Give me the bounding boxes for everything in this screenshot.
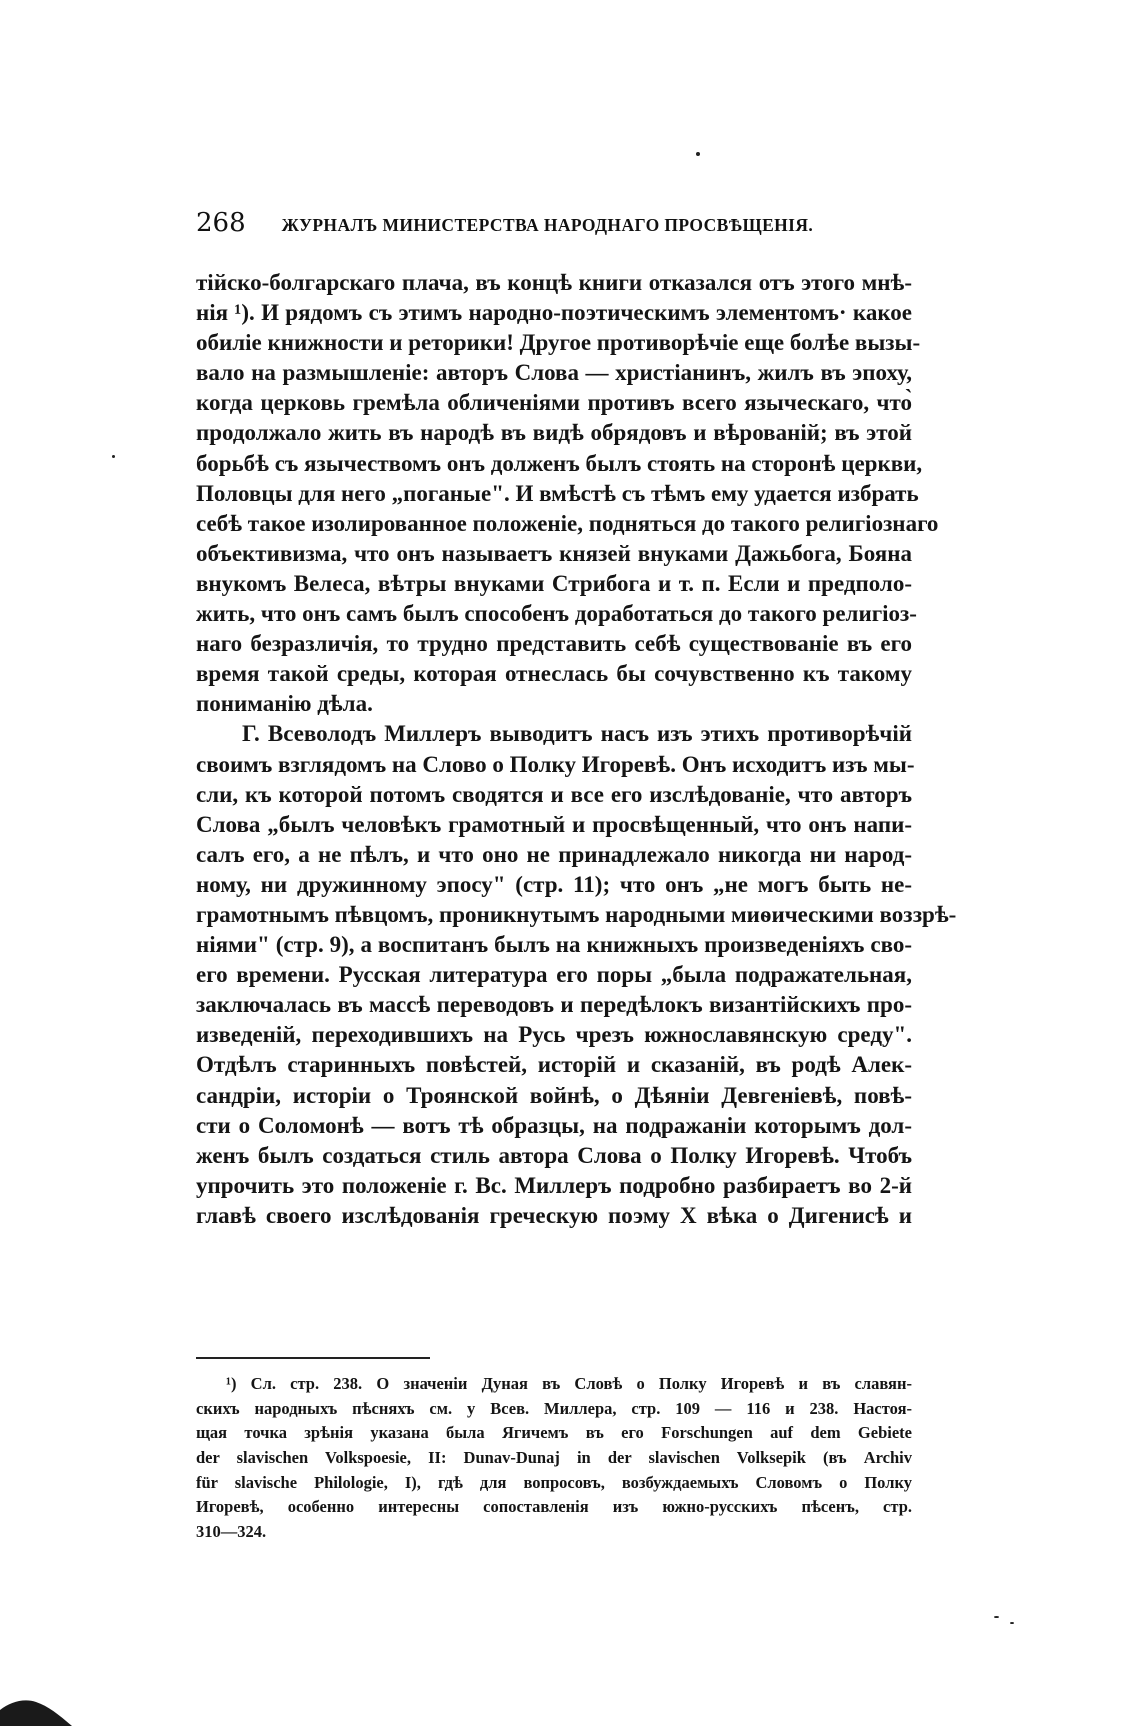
text-line: Половцы для него „поганые". И вмѣстѣ съ тѣмъ ему удается избрать bbox=[196, 480, 919, 506]
print-speck bbox=[696, 152, 700, 156]
text-line: ніями" (стр. 9), а воспитанъ былъ на книжныхъ произведеніяхъ сво- bbox=[196, 932, 912, 958]
footnote-line: der slavischen Volkspoesie, II: Dunav-Dunaj in der slavischen Volksepik (въ Archiv bbox=[196, 1448, 912, 1468]
main-text bbox=[196, 268, 957, 1231]
text-line: салъ его, а не пѣлъ, и что оно не принадлежало никогда ни народ- bbox=[196, 841, 912, 867]
scan-smudge bbox=[0, 1680, 72, 1726]
text-line: наго безразличія, то трудно представить себѣ существованіе въ его bbox=[196, 631, 912, 657]
text-line: вало на размышленіе: авторъ Слова — христіанинъ, жилъ въ эпоху, bbox=[196, 360, 912, 386]
footnote-line: ¹) Сл. стр. 238. О значеніи Дуная въ Словѣ о Полку Игоревѣ и въ славян- bbox=[226, 1374, 912, 1393]
text-line: сти о Соломонѣ — вотъ тѣ образцы, на подражаніи которымъ дол- bbox=[196, 1112, 912, 1138]
print-speck bbox=[1010, 1622, 1014, 1624]
text-line: изведеній, переходившихъ на Русь чрезъ южнославянскую среду". bbox=[196, 1022, 912, 1048]
text-line: сандріи, исторіи о Троянской войнѣ, о Дѣяніи Девгеніевѣ, повѣ- bbox=[196, 1082, 912, 1108]
text-line: борьбѣ съ язычествомъ онъ долженъ былъ стоять на сторонѣ церкви, bbox=[196, 450, 923, 476]
text-line: главѣ своего изслѣдованія греческую поэму X вѣка о Дигенисѣ и bbox=[196, 1202, 912, 1228]
print-speck bbox=[994, 1616, 999, 1618]
text-line: нія ¹). И рядомъ съ этимъ народно-поэтическимъ элементомъ· какое bbox=[196, 300, 912, 326]
text-line: заключалась въ массѣ переводовъ и передѣлокъ византійскихъ про- bbox=[196, 992, 912, 1018]
footnote-rule bbox=[196, 1357, 430, 1359]
footnote-line: скихъ народныхъ пѣсняхъ см. у Всев. Миллера, стр. 109 — 116 и 238. Настоя- bbox=[196, 1398, 912, 1418]
text-line: ному, ни дружинному эпосу" (стр. 11); что онъ „не могъ быть не- bbox=[196, 871, 912, 897]
text-line: время такой среды, которая отнеслась бы сочувственно къ такому bbox=[196, 661, 912, 687]
text-line: сли, къ которой потомъ сводятся и все его изслѣдованіе, что авторъ bbox=[196, 781, 912, 807]
text-line: женъ былъ создаться стиль автора Слова о Полку Игоревѣ. Чтобъ bbox=[196, 1142, 912, 1168]
text-line: когда церковь гремѣла обличеніями противъ всего языческаго, что̀ bbox=[196, 390, 912, 416]
text-line: грамотнымъ пѣвцомъ, проникнутымъ народными миѳическими воззрѣ- bbox=[196, 901, 957, 927]
text-line: тійско-болгарскаго плача, въ концѣ книги отказался отъ этого мнѣ- bbox=[196, 270, 912, 295]
text-line: жить, что онъ самъ былъ способенъ доработаться до такого религіоз- bbox=[196, 601, 917, 627]
print-speck bbox=[112, 455, 115, 458]
text-line: Г. Всеволодъ Миллеръ выводитъ насъ изъ этихъ противорѣчій bbox=[242, 721, 912, 747]
footnote bbox=[196, 1372, 912, 1545]
footnote-line: Игоревѣ, особенно интересны сопоставленія изъ южно-русскихъ пѣсенъ, стр. bbox=[196, 1497, 912, 1517]
text-line: своимъ взглядомъ на Слово о Полку Игоревѣ. Онъ исходитъ изъ мы- bbox=[196, 751, 915, 777]
text-line: продолжало жить въ народѣ въ видѣ обрядовъ и вѣрованій; въ этой bbox=[196, 420, 912, 446]
text-line: себѣ такое изолированное положеніе, подняться до такого религіознаго bbox=[196, 510, 939, 536]
footnote-line: 310—324. bbox=[196, 1522, 267, 1542]
page-number: 268 bbox=[196, 208, 246, 238]
text-line: упрочить это положеніе г. Вс. Миллеръ подробно разбираетъ во 2-й bbox=[196, 1172, 912, 1198]
text-line: внукомъ Велеса, вѣтры внуками Стрибога и т. п. Если и предполо- bbox=[196, 570, 912, 596]
footnote-line: щая точка зрѣнія указана была Ягичемъ въ его Forschungen auf dem Gebiete bbox=[196, 1423, 912, 1443]
footnote-line: für slavische Philologie, I), гдѣ для вопросовъ, возбуждаемыхъ Словомъ о Полку bbox=[196, 1472, 912, 1492]
text-line: пониманію дѣла. bbox=[196, 691, 373, 717]
page-header bbox=[196, 208, 912, 248]
running-title: ЖУРНАЛЪ МИНИСТЕРСТВА НАРОДНАГО ПРОСВѢЩЕНІЯ. bbox=[281, 215, 814, 235]
text-line: Отдѣлъ старинныхъ повѣстей, исторій и сказаній, въ родѣ Алек- bbox=[196, 1052, 912, 1078]
text-line: Слова „былъ человѣкъ грамотный и просвѣщенный, что онъ напи- bbox=[196, 811, 912, 837]
text-line: объективизма, что онъ называетъ князей внуками Дажьбога, Бояна bbox=[196, 540, 912, 566]
text-line: его времени. Русская литература его поры „была подражательная, bbox=[196, 962, 912, 988]
text-line: обиліе книжности и реторики! Другое противорѣчіе еще болѣе вызы- bbox=[196, 330, 921, 356]
